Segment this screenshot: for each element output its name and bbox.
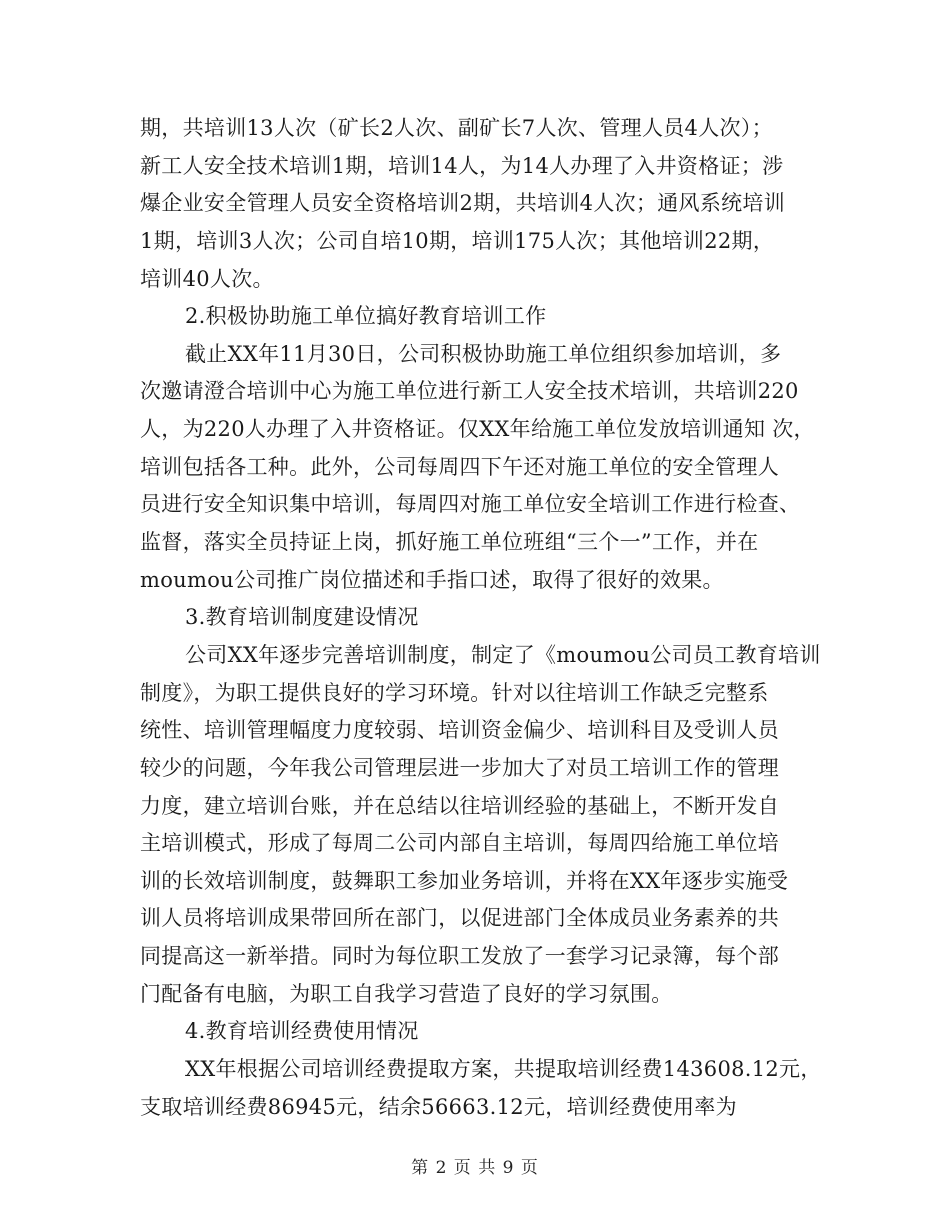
text-line: 培训40人次。 [140,266,274,291]
text-line: 较少的问题，今年我公司管理层进一步加大了对员工培训工作的管理 [140,755,779,780]
text-line: 培训包括各工种。此外，公司每周四下午还对施工单位的安全管理人 [140,454,779,479]
text-line: XX年根据公司培训经费提取方案，共提取培训经费143608.12元， [185,1057,822,1082]
text-line: 训人员将培训成果带回所在部门，以促进部门全体成员业务素养的共 [140,906,779,931]
text-line: 次邀请澄合培训中心为施工单位进行新工人安全技术培训，共培训220 [140,379,799,404]
page-number-footer: 第 2 页 共 9 页 [411,1158,539,1178]
text-line: 期，共培训13人次（矿长2人次、副矿长7人次、管理人员4人次）； [140,116,773,140]
text-line: 训的长效培训制度，鼓舞职工参加业务培训，并将在XX年逐步实施受 [140,868,789,893]
text-line: 门配备有电脑，为职工自我学习营造了良好的学习氛围。 [140,981,673,1006]
section-heading: 2.积极协助施工单位搞好教育培训工作 [185,304,547,329]
text-line: 1期，培训3人次；公司自培10期，培训175人次；其他培训22期， [140,228,775,253]
text-line: 制度》，为职工提供良好的学习环境。针对以往培训工作缺乏完整系 [140,680,769,705]
text-line: 支取培训经费86945元，结余56663.12元，培训经费使用率为 [140,1094,737,1119]
text-line: 人，为220人办理了入井资格证。仅XX年给施工单位发放培训通知 次， [140,417,815,442]
text-line: 监督，落实全员持证上岗，抓好施工单位班组“三个一”工作，并在 [140,530,759,555]
text-line: 截止XX年11月30日，公司积极协助施工单位组织参加培训，多 [185,341,782,366]
text-line: 爆企业安全管理人员安全资格培训2期，共培训4人次；通风系统培训 [140,191,786,216]
text-line: 力度，建立培训台账，并在总结以往培训经验的基础上，不断开发自 [140,793,779,818]
text-line: 统性、培训管理幅度力度较弱、培训资金偏少、培训科目及受训人员 [140,718,779,743]
document-body [140,110,830,1126]
text-line: 主培训模式，形成了每周二公司内部自主培训，每周四给施工单位培 [140,831,779,856]
text-line: 同提高这一新举措。同时为每位职工发放了一套学习记录簿，每个部 [140,944,779,969]
section-heading: 4.教育培训经费使用情况 [185,1019,419,1044]
text-line: 公司XX年逐步完善培训制度，制定了《moumou公司员工教育培训 [185,642,821,667]
text-line: moumou公司推广岗位描述和手指口述，取得了很好的效果。 [140,567,724,592]
text-line: 新工人安全技术培训1期，培训14人，为14人办理了入井资格证；涉 [140,153,784,178]
section-heading: 3.教育培训制度建设情况 [185,605,419,630]
text-line: 员进行安全知识集中培训，每周四对施工单位安全培训工作进行检查、 [140,492,801,517]
